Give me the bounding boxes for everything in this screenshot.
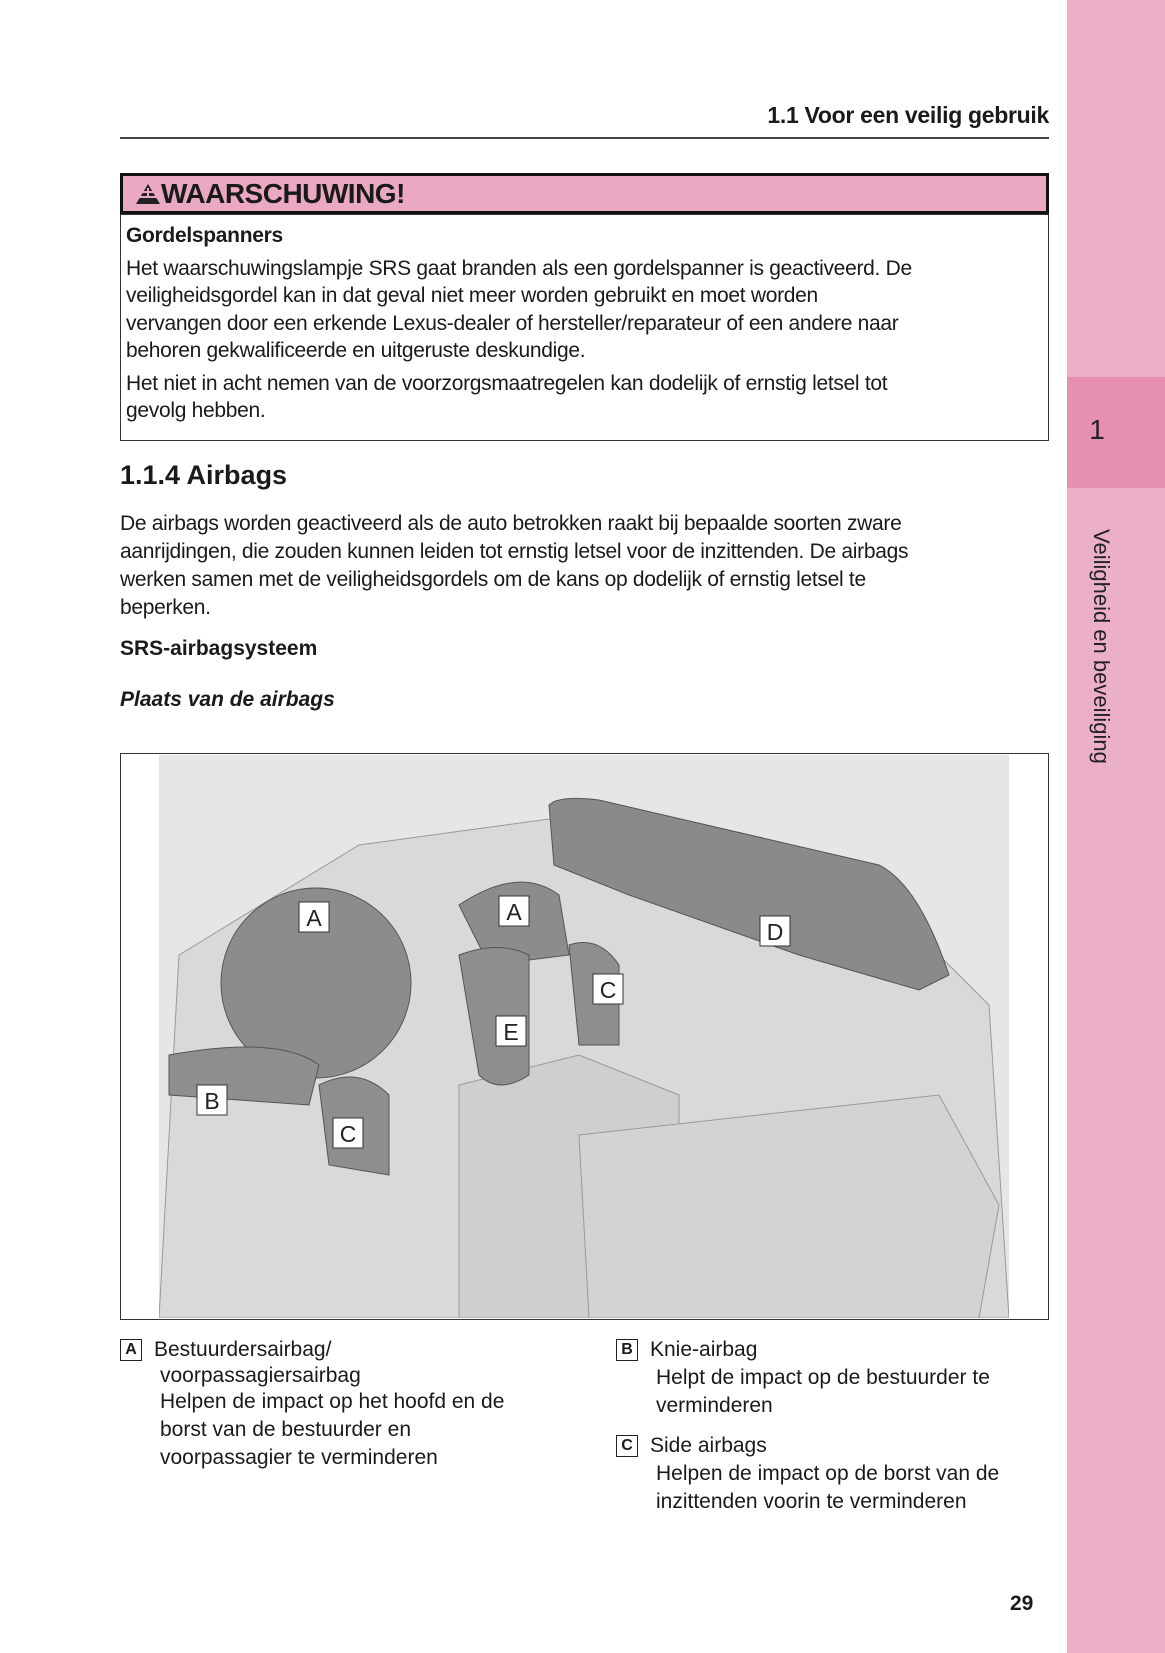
subheading: SRS-airbagsysteem	[120, 637, 318, 660]
legend-desc: Helpt de impact op de bestuurder te	[656, 1366, 990, 1389]
warning-title: WAARSCHUWING!	[161, 178, 405, 209]
figure-label	[496, 1016, 526, 1046]
sidebar-tab-strip	[1067, 0, 1165, 1653]
legend-key: B	[616, 1339, 638, 1361]
warning-text-line: gevolg hebben.	[126, 399, 266, 422]
legend-title: voorpassagiersairbag	[160, 1364, 361, 1387]
legend-desc: Helpen de impact op het hoofd en de	[160, 1390, 505, 1413]
legend-title: Bestuurdersairbag/	[154, 1338, 332, 1361]
warning-triangle-icon	[135, 183, 161, 205]
running-header: 1.1 Voor een veilig gebruik	[767, 102, 1049, 128]
svg-text:A: A	[306, 905, 322, 931]
warning-subtitle: Gordelspanners	[126, 224, 283, 247]
legend-key: C	[616, 1435, 638, 1457]
intro-line: De airbags worden geactiveerd als de auto betrokken raakt bij bepaalde soorten zware	[120, 512, 902, 535]
chapter-number: 1	[1089, 414, 1105, 445]
figure-label	[593, 974, 623, 1004]
warning-text-line: Het niet in acht nemen van de voorzorgsmaatregelen kan dodelijk of ernstig letsel tot	[126, 371, 888, 395]
section-heading: 1.1.4 Airbags	[120, 460, 288, 490]
svg-text:D: D	[766, 919, 784, 945]
warning-text-line: veiligheidsgordel kan in dat geval niet meer worden gebruikt en moet worden	[126, 284, 818, 307]
svg-text:C: C	[339, 1121, 357, 1147]
figure-label	[760, 916, 790, 946]
airbag-location-figure	[120, 753, 1049, 1320]
legend-desc: inzittenden voorin te verminderen	[656, 1490, 967, 1513]
figure-label	[333, 1118, 363, 1148]
svg-text:B: B	[204, 1088, 220, 1114]
figure-label	[299, 902, 329, 932]
figure-label	[197, 1085, 227, 1115]
car-interior-illustration	[159, 755, 1009, 1318]
warning-text-line: vervangen door een erkende Lexus-dealer of hersteller/reparateur of een andere naar	[126, 311, 899, 335]
warning-body	[120, 214, 1049, 441]
svg-text:C: C	[599, 977, 617, 1003]
sub-subheading: Plaats van de airbags	[120, 688, 335, 711]
legend-desc: borst van de bestuurder en	[160, 1418, 411, 1441]
intro-line: beperken.	[120, 596, 211, 619]
legend-desc: voorpassagier te verminderen	[160, 1446, 438, 1469]
svg-text:A: A	[506, 899, 522, 925]
legend-title: Side airbags	[650, 1434, 767, 1457]
legend-item-c	[616, 1432, 999, 1516]
warning-text-line: Het waarschuwingslampje SRS gaat branden als een gordelspanner is geactiveerd. De	[126, 256, 912, 280]
legend-desc: Helpen de impact op de borst van de	[656, 1462, 1000, 1485]
legend-title: Knie-airbag	[650, 1338, 758, 1361]
header-rule	[120, 137, 1049, 139]
legend-key: A	[120, 1339, 142, 1361]
svg-text:E: E	[503, 1019, 519, 1045]
intro-line: werken samen met de veiligheidsgordels om de kans op dodelijk of ernstig letsel te	[120, 568, 866, 591]
knee-airbag-shape	[169, 1047, 319, 1105]
page-number: 29	[1010, 1592, 1034, 1615]
legend-desc: verminderen	[656, 1394, 773, 1417]
legend-item-a	[120, 1336, 504, 1472]
intro-paragraph	[120, 510, 908, 622]
warning-text-line: behoren gekwalificeerde en uitgeruste deskundige.	[126, 339, 586, 362]
figure-label	[499, 896, 529, 926]
warning-header	[120, 173, 1049, 214]
chapter-title: Veiligheid en beveiliging	[1089, 528, 1114, 764]
intro-line: aanrijdingen, die zouden kunnen leiden tot ernstig letsel voor de inzittenden. De airbags	[120, 540, 909, 563]
legend-item-b	[616, 1336, 990, 1420]
